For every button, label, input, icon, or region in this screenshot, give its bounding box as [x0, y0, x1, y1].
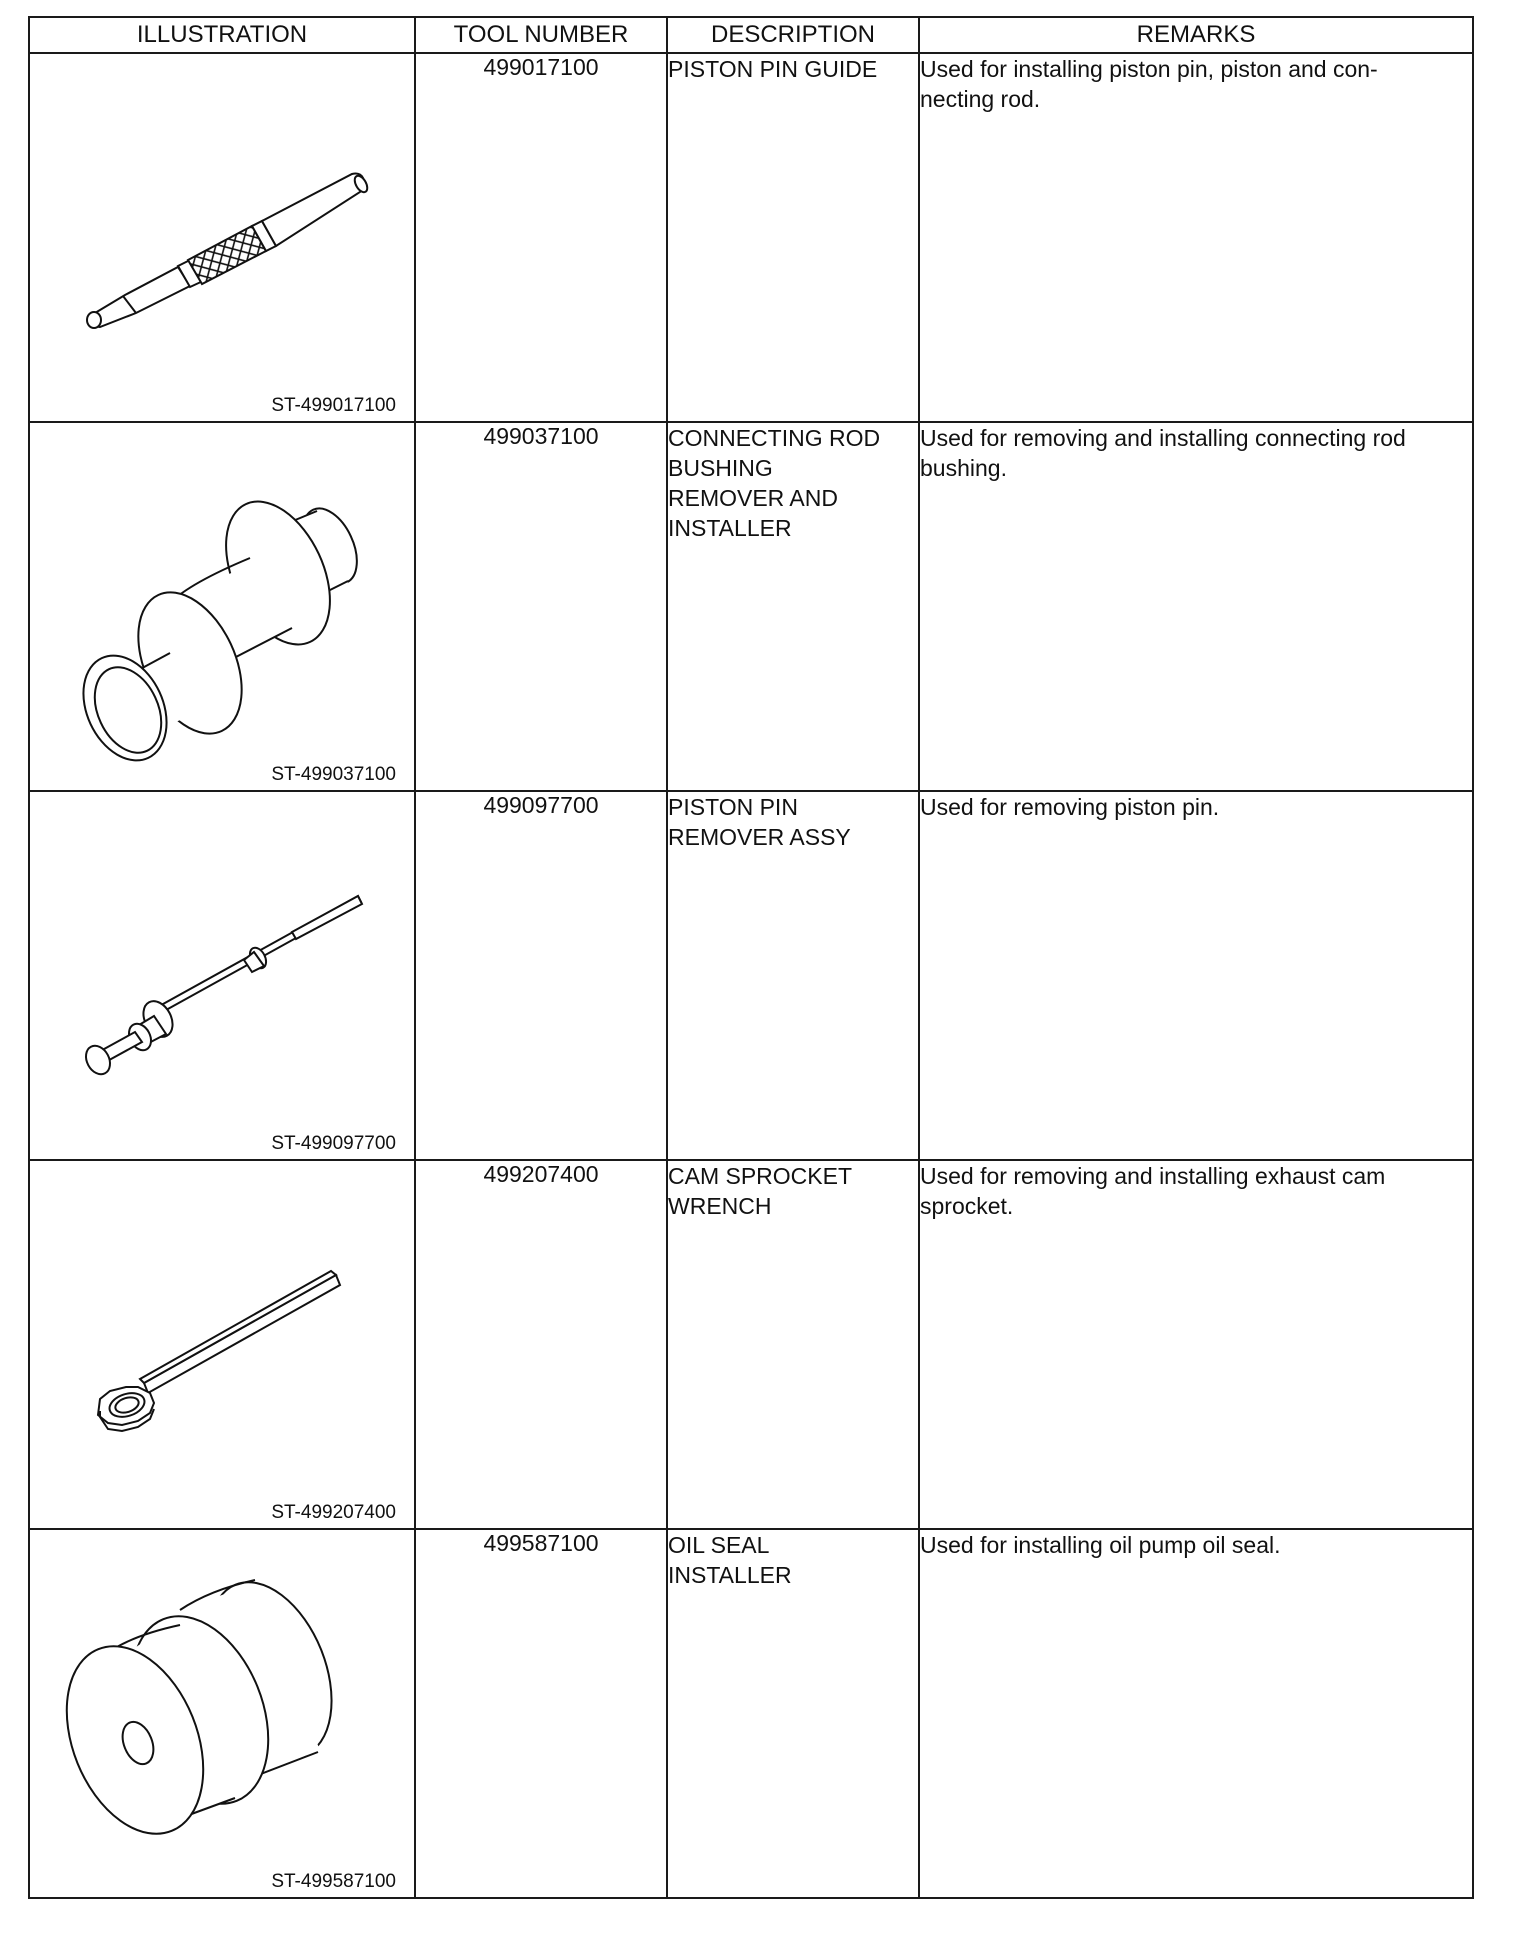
header-tool-number: TOOL NUMBER: [415, 17, 667, 53]
illustration-code: ST-499017100: [271, 395, 396, 416]
table-row: [29, 1529, 1473, 1898]
remarks: Used for removing and installing connecting rod bushing.: [919, 422, 1473, 791]
description: CAM SPROCKET WRENCH: [667, 1160, 919, 1529]
remarks: Used for removing piston pin.: [919, 791, 1473, 1160]
header-description: DESCRIPTION: [667, 17, 919, 53]
tool-number: 499207400: [415, 1160, 667, 1529]
table-header-row: [29, 17, 1473, 53]
illustration-cell: [29, 53, 415, 422]
illustration-code: ST-499207400: [271, 1502, 396, 1523]
header-remarks: REMARKS: [919, 17, 1473, 53]
illustration-cell: [29, 1160, 415, 1529]
oil-seal-installer-icon: [30, 1530, 416, 1899]
table-row: [29, 53, 1473, 422]
illustration-code: ST-499097700: [271, 1133, 396, 1154]
table-row: [29, 791, 1473, 1160]
tool-number: 499017100: [415, 53, 667, 422]
tool-number: 499037100: [415, 422, 667, 791]
illustration-cell: [29, 791, 415, 1160]
illustration-cell: [29, 1529, 415, 1898]
remarks: Used for removing and installing exhaust cam sprocket.: [919, 1160, 1473, 1529]
bushing-remover-installer-icon: [30, 423, 416, 792]
tool-number: 499097700: [415, 791, 667, 1160]
illustration-code: ST-499037100: [271, 764, 396, 785]
description: CONNECTING ROD BUSHING REMOVER AND INSTALLER: [667, 422, 919, 791]
cam-sprocket-wrench-icon: [30, 1161, 416, 1530]
remarks: Used for installing oil pump oil seal.: [919, 1529, 1473, 1898]
special-tools-table: [28, 16, 1474, 1899]
illustration-code: ST-499587100: [271, 1871, 396, 1892]
table-row: [29, 422, 1473, 791]
table-row: [29, 1160, 1473, 1529]
illustration-cell: [29, 422, 415, 791]
description: OIL SEAL INSTALLER: [667, 1529, 919, 1898]
description: PISTON PIN REMOVER ASSY: [667, 791, 919, 1160]
remarks: Used for installing piston pin, piston and con- necting rod.: [919, 53, 1473, 422]
piston-pin-guide-icon: [30, 54, 416, 423]
piston-pin-remover-icon: [30, 792, 416, 1161]
tool-number: 499587100: [415, 1529, 667, 1898]
description: PISTON PIN GUIDE: [667, 53, 919, 422]
header-illustration: ILLUSTRATION: [29, 17, 415, 53]
